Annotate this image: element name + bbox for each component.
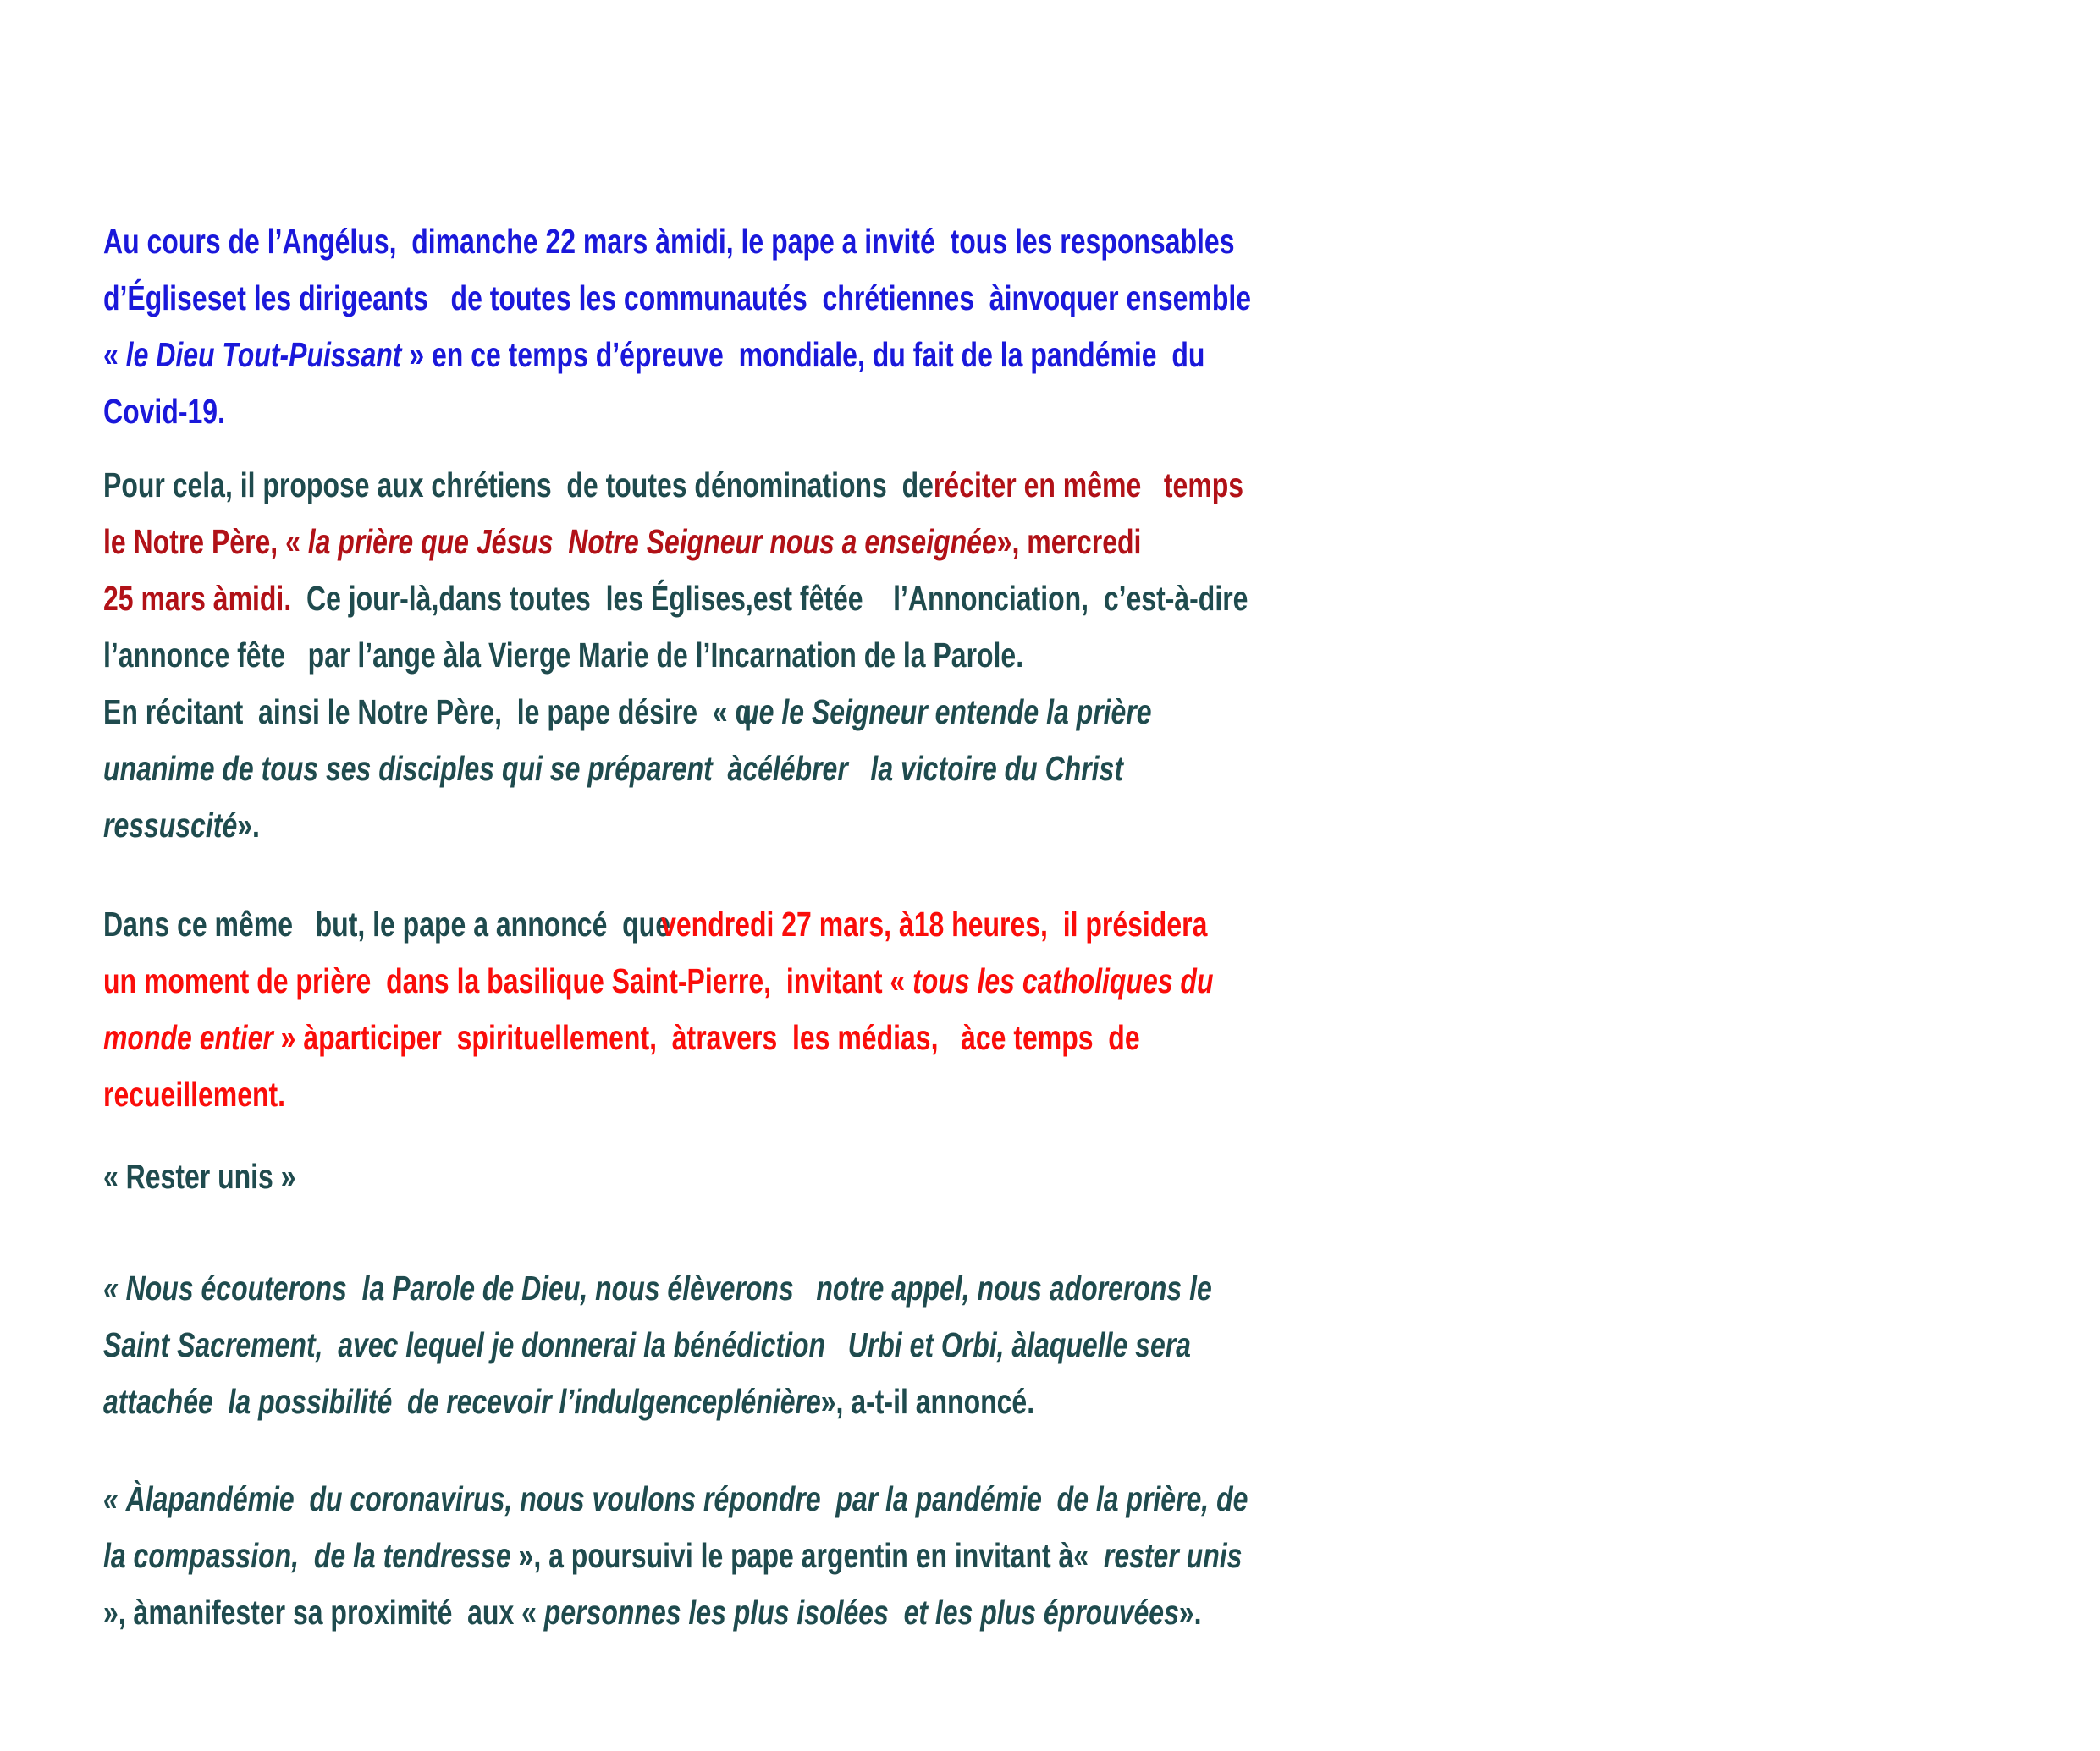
text-run: Covid-19. (103, 392, 225, 431)
text-run: « (103, 335, 126, 374)
text-run: vendredi 27 mars, à18 heures, il présidera (661, 905, 1208, 944)
text-run: 25 mars àmidi. (103, 579, 292, 618)
text-run: ». (1178, 1593, 1202, 1632)
text-line (103, 383, 1661, 440)
text-run: un moment de prière dans la basilique Saint-Pierre, invitant « (103, 961, 913, 1000)
text-run: », àmanifester sa proximité aux « (103, 1593, 544, 1632)
paragraph-rester-unis-heading (103, 1148, 2100, 1205)
text-line (103, 627, 1661, 684)
text-line (103, 896, 1661, 953)
text-run: attachée la possibilité de recevoir l’indulgenceplénière (103, 1382, 821, 1421)
paragraph-notre-pere-25-mars (103, 457, 2100, 684)
text-run: Saint Sacrement, avec lequel je donnerai la bénédiction Urbi et Orbi, àlaquelle sera (103, 1325, 1191, 1364)
text-run: Pour cela, il propose aux chrétiens de toutes dénominations de (103, 465, 934, 504)
text-line (103, 953, 1661, 1010)
text-run: ressuscité (103, 806, 238, 845)
text-line (103, 327, 1661, 383)
text-line (103, 1528, 1661, 1584)
text-run: » en ce temps d’épreuve mondiale, du fait de la pandémie du (401, 335, 1205, 374)
text-line (103, 570, 1661, 627)
text-run: personnes les plus isolées et les plus éprouvées (543, 1593, 1179, 1632)
text-line (103, 1374, 1661, 1430)
text-run: « Nous écouterons la Parole de Dieu, nous élèverons notre appel, nous adorerons le (103, 1269, 1212, 1308)
text-run: En récitant ainsi le Notre Père, le pape désire « q (103, 692, 752, 731)
text-line (103, 1260, 1661, 1317)
text-run: Dans ce même but, le pape a annoncé que (103, 905, 671, 944)
text-run: ». (237, 806, 260, 845)
text-line (103, 797, 1661, 854)
text-line (103, 1317, 1661, 1374)
paragraph-annonce-27-mars (103, 896, 2100, 1123)
text-run: monde entier (103, 1018, 273, 1057)
text-run: ue le Seigneur entende la prière (742, 692, 1152, 731)
text-run: tous les catholiques du (912, 961, 1214, 1000)
text-line (103, 514, 1661, 570)
text-run: d’Égliseset les dirigeants de toutes les communautés chrétiennes àinvoquer ensemble (103, 278, 1252, 317)
text-line (103, 1010, 1661, 1066)
text-run: le Dieu Tout-Puissant (125, 335, 402, 374)
text-run: » àparticiper spirituellement, àtravers les médias, àce temps de (273, 1018, 1140, 1057)
paragraph-citation-benediction (103, 1260, 2100, 1430)
text-run: Au cours de l’Angélus, dimanche 22 mars àmidi, le pape a invité tous les responsables (103, 222, 1235, 261)
text-run: réciter en même temps (933, 465, 1244, 504)
paragraph-intro-angelus (103, 213, 2100, 440)
text-line (103, 741, 1661, 797)
text-line (103, 1066, 1661, 1123)
paragraph-citation-pandemie-priere (103, 1471, 2100, 1641)
text-run: le Notre Père, « (103, 522, 308, 561)
text-run: « Rester unis » (103, 1157, 296, 1196)
text-line (103, 1148, 1661, 1205)
text-run: », mercredi (996, 522, 1142, 561)
text-line (103, 270, 1661, 327)
text-run: rester unis (1089, 1536, 1243, 1575)
text-run: recueillement. (103, 1075, 286, 1114)
text-line (103, 1584, 1661, 1641)
text-line (103, 213, 1661, 270)
text-run: », a poursuivi le pape argentin en invitant à« (510, 1536, 1089, 1575)
text-run: la compassion, de la tendresse (103, 1536, 511, 1575)
text-line (103, 684, 1661, 741)
text-run: unanime de tous ses disciples qui se préparent àcélébrer la victoire du Christ (103, 749, 1123, 788)
paragraph-priere-unanime (103, 684, 2100, 854)
text-line (103, 457, 1661, 514)
text-run: Ce jour-là,dans toutes les Églises,est fêtée l’Annonciation, c’est-à-dire (291, 579, 1248, 618)
text-line (103, 1471, 1661, 1528)
text-run: l’annonce fête par l’ange àla Vierge Marie de l’Incarnation de la Parole. (103, 636, 1024, 675)
text-run: « Àlapandémie du coronavirus, nous voulons répondre par la pandémie de la prière, de (103, 1479, 1248, 1518)
text-run: », a-t-il annoncé. (820, 1382, 1035, 1421)
text-run: la prière que Jésus Notre Seigneur nous a enseignée (307, 522, 997, 561)
